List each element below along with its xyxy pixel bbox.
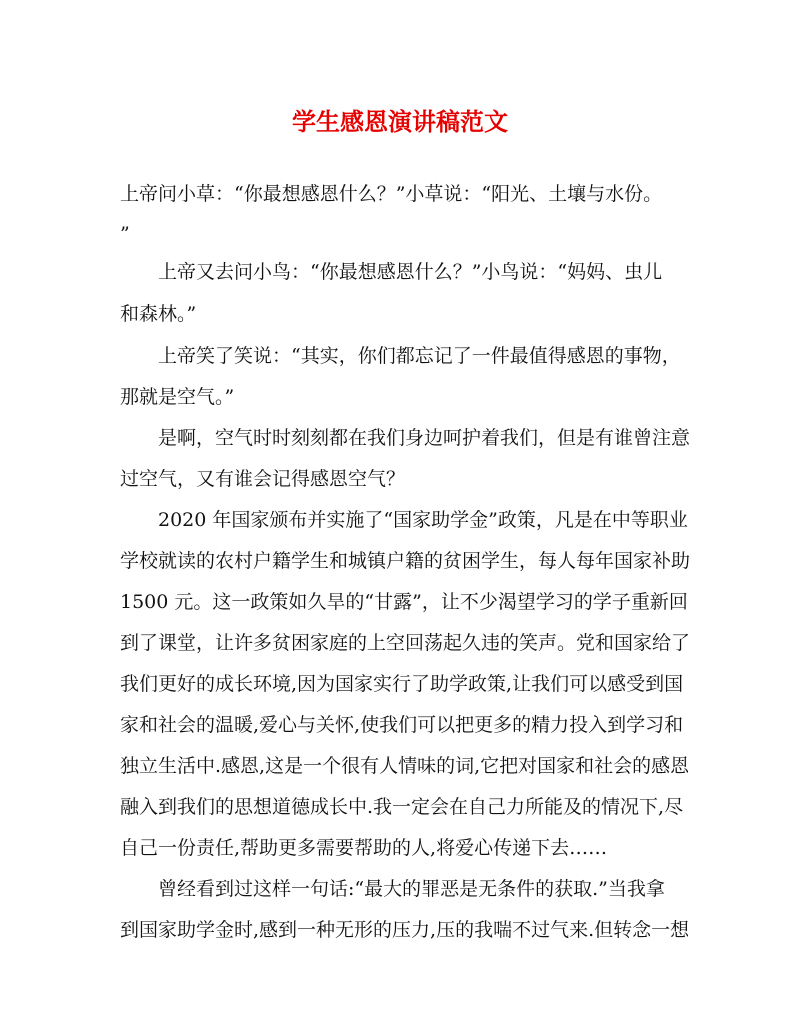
text-line: 那就是空气。”: [120, 386, 235, 408]
text-line: ”: [120, 223, 130, 245]
text-line: 融入到我们的思想道德成长中.我一定会在自己力所能及的情况下,尽: [120, 796, 684, 818]
text-line: 上帝问小草：“你最想感恩什么？”小草说：“阳光、土壤与水份。: [120, 183, 663, 205]
document-title: 学生感恩演讲稿范文: [292, 107, 508, 136]
text-line: 过空气，又有谁会记得感恩空气？: [120, 468, 406, 490]
text-line: 独立生活中.感恩,这是一个很有人情味的词,它把对国家和社会的感恩: [120, 755, 690, 777]
text-line: 到了课堂，让许多贫困家庭的上空回荡起久违的笑声。党和国家给了: [120, 632, 691, 654]
text-line: 我们更好的成长环境,因为国家实行了助学政策,让我们可以感受到国: [120, 673, 684, 695]
text-line: 是啊，空气时时刻刻都在我们身边呵护着我们，但是有谁曾注意: [120, 427, 691, 449]
text-line: 和森林。”: [120, 303, 197, 325]
text-line: 自己一份责任,帮助更多需要帮助的人,将爱心传递下去……: [120, 837, 608, 859]
text-line: 到国家助学金时,感到一种无形的压力,压的我喘不过气来.但转念一想: [120, 919, 690, 941]
text-line: 2020 年国家颁布并实施了“国家助学金”政策，凡是在中等职业: [120, 509, 688, 531]
text-line: 曾经看到过这样一句话:“最大的罪恶是无条件的获取.”当我拿: [120, 878, 665, 900]
text-line: 1500 元。这一政策如久旱的“甘露”，让不少渴望学习的学子重新回: [120, 591, 688, 613]
text-line: 上帝又去问小鸟：“你最想感恩什么？”小鸟说：“妈妈、虫儿: [120, 261, 663, 283]
text-line: 学校就读的农村户籍学生和城镇户籍的贫困学生，每人每年国家补助: [120, 550, 691, 572]
text-line: 家和社会的温暖,爱心与关怀,使我们可以把更多的精力投入到学习和: [120, 714, 684, 736]
text-line: 上帝笑了笑说：“其实，你们都忘记了一件最值得感恩的事物，: [120, 345, 681, 367]
